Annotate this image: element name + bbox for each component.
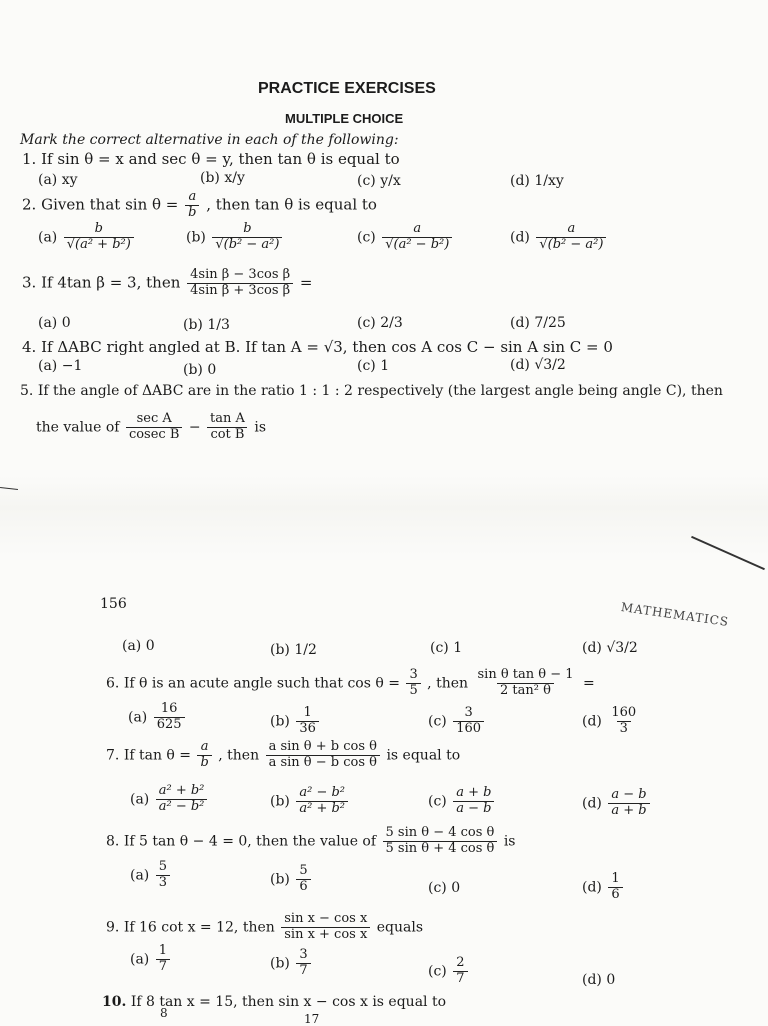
- q9-option-a[interactable]: (a) $\frac{1}{7}$: [130, 944, 172, 975]
- q10-option-b-partial[interactable]: 17: [304, 1012, 320, 1026]
- q10-option-a-partial[interactable]: 8: [160, 1006, 168, 1020]
- q9-option-c[interactable]: (c) $\frac{2}{7}$: [428, 956, 470, 987]
- q2-option-c[interactable]: (c) $\frac{a}{\text{√(a² − b²)}}$: [357, 222, 454, 253]
- q7-option-d[interactable]: (d) $\frac{a - b}{a + b}$: [582, 788, 652, 819]
- question-number: 1.: [22, 150, 37, 168]
- q3-option-a[interactable]: (a) 0: [38, 315, 71, 331]
- q1-option-c[interactable]: (c) y/x: [357, 173, 401, 189]
- q5-option-d[interactable]: (d) √3/2: [582, 640, 638, 656]
- q6-option-a[interactable]: (a) $\frac{16}{625}$: [128, 702, 187, 733]
- q7-option-c[interactable]: (c) $\frac{a + b}{a - b}$: [428, 786, 496, 817]
- q9-option-b[interactable]: (b) $\frac{3}{7}$: [270, 948, 313, 979]
- q6-option-d[interactable]: (d) $\frac{160}{3}$: [582, 705, 637, 736]
- q6-option-c[interactable]: (c) $\frac{3}{160}$: [428, 706, 486, 737]
- question-number: 8.: [106, 833, 120, 850]
- question-10: [102, 994, 446, 1010]
- question-7: 7. If tan θ = $\frac{a}{b}$ , then $\frac{\text{a sin θ + b cos θ}}{\text{a sin θ − b cos θ}}$ is equal to: [106, 739, 461, 770]
- instruction-text: Mark the correct alternative in each of the following:: [20, 132, 399, 148]
- page-title: PRACTICE EXERCISES: [258, 80, 436, 97]
- q8-option-c[interactable]: (c) 0: [428, 880, 461, 896]
- q3-option-d[interactable]: (d) 7/25: [510, 315, 566, 331]
- question-text: If 4tan β = 3, then: [41, 273, 181, 292]
- q2-option-b[interactable]: (b) $\frac{b}{\text{√(b² − a²)}}$: [186, 222, 284, 253]
- question-number: 2.: [22, 195, 37, 214]
- q4-option-a[interactable]: (a) −1: [38, 358, 83, 374]
- question-9: 9. If 16 cot x = 12, then $\frac{\text{sin x − cos x}}{\text{sin x + cos x}}$ equals: [106, 911, 424, 942]
- question-text: If ΔABC right angled at B. If tan A = √3, then cos A cos C − sin A sin C = 0: [41, 338, 613, 356]
- question-6: 6. If θ is an acute angle such that cos θ = $\frac{3}{5}$ , then $\frac{\text{sin θ tan θ − 1}}{\text{2 tan² θ}}$ =: [106, 667, 595, 698]
- q7-option-a[interactable]: (a) $\frac{\text{a² + b²}}{\text{a² − b²}}$: [130, 784, 209, 815]
- question-text: If 5 tan θ − 4 = 0, then the value of: [123, 833, 377, 850]
- q3-option-b[interactable]: (b) 1/3: [183, 317, 230, 333]
- q1-option-d[interactable]: (d) 1/xy: [510, 173, 564, 189]
- question-number: 3.: [22, 273, 37, 292]
- q8-option-a[interactable]: (a) $\frac{5}{3}$: [130, 860, 172, 891]
- running-head: MATHEMATICS: [620, 600, 730, 630]
- question-4: [22, 338, 613, 356]
- fraction-expression: $\frac{\text{4sin β − 3cos β}}{\text{4sin β + 3cos β}}$: [187, 268, 293, 299]
- q2-option-d[interactable]: (d) $\frac{a}{\text{√(b² − a²)}}$: [510, 222, 608, 253]
- question-text: If tan θ =: [123, 747, 192, 764]
- q1-option-b[interactable]: (b) x/y: [200, 170, 245, 186]
- question-number: 5.: [20, 383, 34, 399]
- q4-option-d[interactable]: (d) √3/2: [510, 357, 566, 373]
- question-text: If θ is an acute angle such that cos θ =: [123, 675, 400, 692]
- q6-option-b[interactable]: (b) $\frac{1}{36}$: [270, 706, 321, 737]
- q1-option-a[interactable]: (a) xy: [38, 172, 78, 188]
- question-text: If 8 tan x = 15, then sin x − cos x is equal to: [130, 994, 447, 1010]
- question-number: 7.: [106, 747, 120, 764]
- q3-option-c[interactable]: (c) 2/3: [357, 315, 403, 331]
- question-5-expression: the value of $\frac{\text{sec A}}{\text{cosec B}}$ − $\frac{\text{tan A}}{\text{cot B}}$ is: [36, 411, 267, 442]
- question-1: [22, 150, 400, 168]
- q5-option-b[interactable]: (b) 1/2: [270, 642, 317, 658]
- q7-option-b[interactable]: (b) $\frac{\text{a² − b²}}{\text{a² + b²}}$: [270, 786, 350, 817]
- question-text: If 16 cot x = 12, then: [123, 919, 275, 936]
- question-number: 9.: [106, 919, 120, 936]
- page-gap: [0, 476, 768, 556]
- q4-option-c[interactable]: (c) 1: [357, 358, 390, 374]
- question-3: 3. If 4tan β = 3, then $\frac{\text{4sin β − 3cos β}}{\text{4sin β + 3cos β}}$ =: [22, 267, 313, 298]
- q8-option-d[interactable]: (d) $\frac{1}{6}$: [582, 872, 625, 903]
- q5-option-a[interactable]: (a) 0: [122, 638, 155, 654]
- q2-option-a[interactable]: (a) $\frac{b}{\text{√(a² + b²)}}$: [38, 222, 136, 253]
- q9-option-d[interactable]: (d) 0: [582, 972, 616, 988]
- question-text: Given that sin θ =: [41, 195, 179, 214]
- fraction-a-over-b: $\frac{a}{b}$: [185, 190, 199, 221]
- question-number: 6.: [106, 675, 120, 692]
- question-text-cont: , then tan θ is equal to: [206, 195, 377, 214]
- q8-option-b[interactable]: (b) $\frac{5}{6}$: [270, 864, 313, 895]
- question-number: 4.: [22, 338, 37, 356]
- question-2: [22, 190, 377, 221]
- page-number: 156: [100, 596, 127, 612]
- section-subtitle: MULTIPLE CHOICE: [285, 111, 404, 126]
- question-5: [20, 383, 723, 399]
- q4-option-b[interactable]: (b) 0: [183, 362, 217, 378]
- question-text: If the angle of ΔABC are in the ratio 1 : 1 : 2 respectively (the largest angle being angle C), then: [37, 383, 723, 399]
- question-number: 10.: [102, 994, 127, 1010]
- q5-option-c[interactable]: (c) 1: [430, 640, 463, 656]
- question-8: 8. If 5 tan θ − 4 = 0, then the value of $\frac{\text{5 sin θ − 4 cos θ}}{\text{5 sin θ + 4 cos θ}}$ is: [106, 825, 516, 856]
- question-text: If sin θ = x and sec θ = y, then tan θ is equal to: [41, 150, 400, 168]
